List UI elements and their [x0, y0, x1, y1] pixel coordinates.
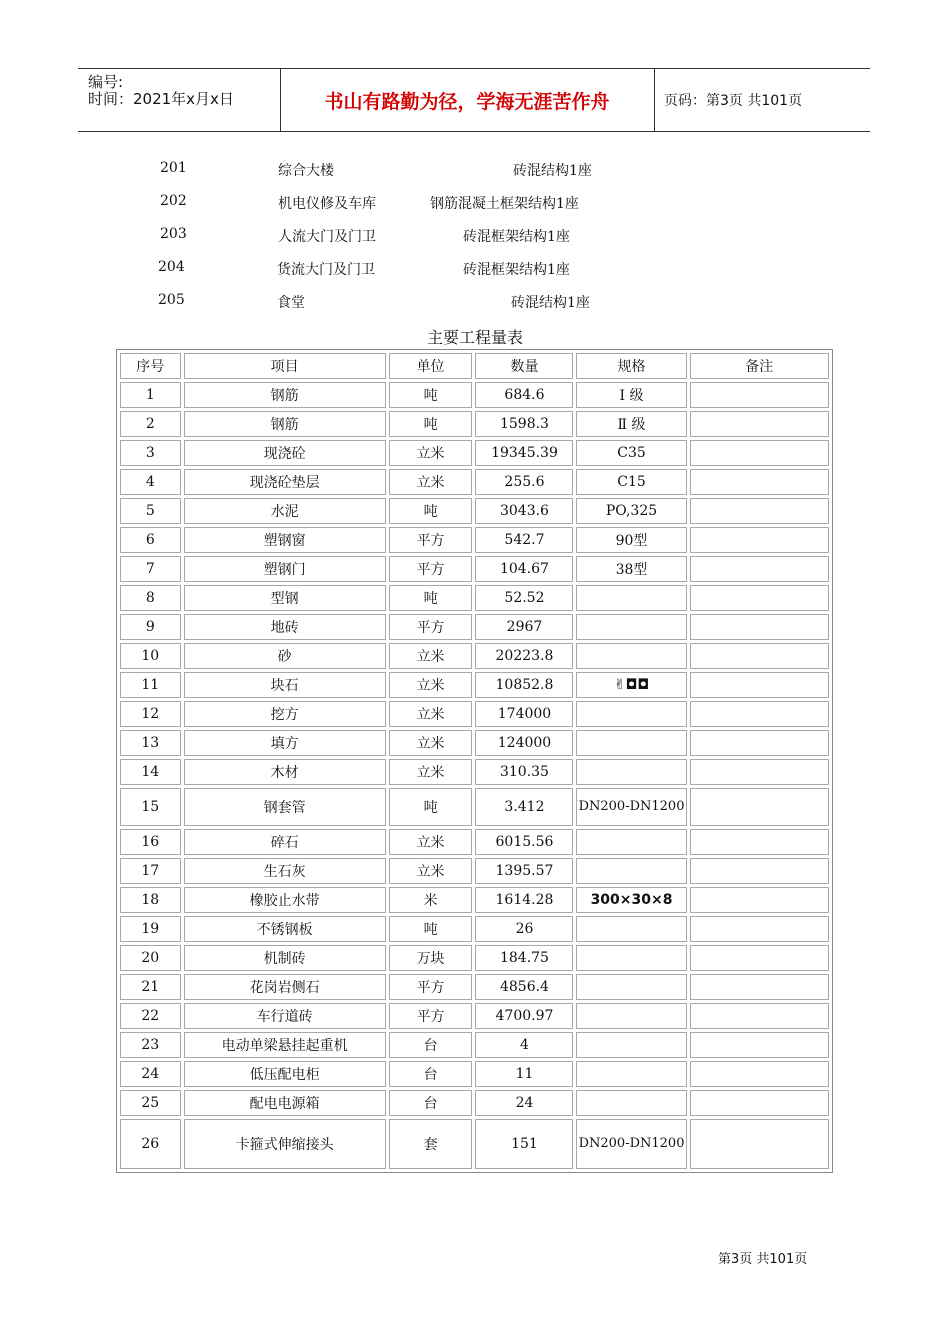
- table-row: [120, 1090, 829, 1116]
- table-cell: 16: [120, 829, 181, 855]
- table-cell: 花岗岩侧石: [184, 974, 386, 1000]
- table-cell: [690, 858, 829, 884]
- table-row: [120, 945, 829, 971]
- table-cell: [690, 1090, 829, 1116]
- table-cell: 钢套管: [184, 788, 386, 826]
- table-cell: [576, 858, 686, 884]
- table-cell: [576, 1061, 686, 1087]
- table-cell: 吨: [389, 382, 473, 408]
- table-row: [120, 440, 829, 466]
- table-title: 主要工程量表: [426, 328, 523, 347]
- table-cell: Ⅱ 级: [576, 411, 686, 437]
- table-cell: 万块: [389, 945, 473, 971]
- table-cell: 现浇砼: [184, 440, 386, 466]
- table-cell: 配电电源箱: [184, 1090, 386, 1116]
- table-cell: 电动单梁悬挂起重机: [184, 1032, 386, 1058]
- table-cell: 吨: [389, 585, 473, 611]
- table-row: [120, 1061, 829, 1087]
- table-cell: [690, 643, 829, 669]
- header-cell: 单位: [389, 353, 473, 379]
- table-cell: 26: [475, 916, 573, 942]
- building-name: 货流大门及门卫: [277, 262, 375, 278]
- table-cell: 地砖: [184, 614, 386, 640]
- table-cell: [690, 829, 829, 855]
- header-page-label: 页码：第3页 共101页: [664, 93, 803, 109]
- table-row: [120, 788, 829, 826]
- table-cell: 型钢: [184, 585, 386, 611]
- table-cell: [690, 585, 829, 611]
- table-cell: 184.75: [475, 945, 573, 971]
- table-cell: [576, 614, 686, 640]
- table-cell: [690, 672, 829, 698]
- building-no: 204: [158, 259, 185, 275]
- building-structure: 钢筋混凝土框架结构1座: [430, 196, 579, 212]
- table-cell: 6: [120, 527, 181, 553]
- table-cell: [576, 730, 686, 756]
- table-cell: 立米: [389, 440, 473, 466]
- building-name: 人流大门及门卫: [278, 229, 376, 245]
- table-cell: 11: [120, 672, 181, 698]
- building-name: 综合大楼: [278, 163, 334, 179]
- table-cell: 机制砖: [184, 945, 386, 971]
- table-cell: 24: [120, 1061, 181, 1087]
- table-cell: [690, 974, 829, 1000]
- table-cell: 20223.8: [475, 643, 573, 669]
- table-cell: DN200-DN1200: [576, 1119, 686, 1169]
- table-cell: Ⅰ 级: [576, 382, 686, 408]
- building-structure: 砖混结构1座: [513, 163, 592, 179]
- table-cell: 立米: [389, 672, 473, 698]
- table-cell: 12: [120, 701, 181, 727]
- table-cell: 木材: [184, 759, 386, 785]
- table-row: [120, 858, 829, 884]
- table-cell: 立米: [389, 759, 473, 785]
- table-cell: [576, 974, 686, 1000]
- serial-label: 编号:: [88, 73, 124, 91]
- table-cell: 1: [120, 382, 181, 408]
- table-cell: 11: [475, 1061, 573, 1087]
- header-cell: 序号: [120, 353, 181, 379]
- table-cell: 6015.56: [475, 829, 573, 855]
- table-cell: 310.35: [475, 759, 573, 785]
- table-cell: 18: [120, 887, 181, 913]
- table-row: [120, 1003, 829, 1029]
- table-cell: 平方: [389, 974, 473, 1000]
- table-cell: 151: [475, 1119, 573, 1169]
- table-cell: 挖方: [184, 701, 386, 727]
- table-cell: 吨: [389, 916, 473, 942]
- table-cell: 3: [120, 440, 181, 466]
- table-cell: 542.7: [475, 527, 573, 553]
- table-cell: 台: [389, 1032, 473, 1058]
- table-cell: 台: [389, 1090, 473, 1116]
- table-cell: [690, 440, 829, 466]
- table-cell: [576, 1090, 686, 1116]
- table-row: [120, 916, 829, 942]
- table-cell: [690, 527, 829, 553]
- table-cell: [690, 788, 829, 826]
- table-cell: [576, 829, 686, 855]
- table-row: [120, 469, 829, 495]
- table-cell: [576, 1032, 686, 1058]
- table-row: [120, 701, 829, 727]
- building-name: 机电仪修及车库: [278, 196, 376, 212]
- table-cell: [690, 916, 829, 942]
- quantity-table: [116, 349, 833, 1173]
- table-cell: 9: [120, 614, 181, 640]
- table-cell: 19345.39: [475, 440, 573, 466]
- table-cell: [576, 1003, 686, 1029]
- table-cell: 4: [120, 469, 181, 495]
- table-cell: 填方: [184, 730, 386, 756]
- table-cell: 4856.4: [475, 974, 573, 1000]
- table-cell: 26: [120, 1119, 181, 1169]
- table-cell: [576, 585, 686, 611]
- table-cell: [690, 556, 829, 582]
- header-cell: 规格: [576, 353, 686, 379]
- table-row: [120, 585, 829, 611]
- table-row: [120, 672, 829, 698]
- table-cell: 塑钢门: [184, 556, 386, 582]
- building-no: 202: [160, 193, 187, 209]
- table-cell: 吨: [389, 498, 473, 524]
- table-cell: 生石灰: [184, 858, 386, 884]
- table-cell: 8: [120, 585, 181, 611]
- table-cell: [690, 701, 829, 727]
- table-cell: 橡胶止水带: [184, 887, 386, 913]
- building-no: 205: [158, 292, 185, 308]
- table-cell: 立米: [389, 469, 473, 495]
- table-cell: [690, 614, 829, 640]
- table-cell: PO,325: [576, 498, 686, 524]
- table-cell: 卡箍式伸缩接头: [184, 1119, 386, 1169]
- header-cell: 项目: [184, 353, 386, 379]
- table-cell: 立米: [389, 829, 473, 855]
- building-structure: 砖混结构1座: [511, 295, 590, 311]
- table-cell: 现浇砼垫层: [184, 469, 386, 495]
- table-cell: [690, 759, 829, 785]
- table-cell: 吨: [389, 411, 473, 437]
- table-cell: 22: [120, 1003, 181, 1029]
- table-cell: 2: [120, 411, 181, 437]
- table-cell: 23: [120, 1032, 181, 1058]
- table-cell: 平方: [389, 527, 473, 553]
- footer-page-label: 第3页 共101页: [718, 1252, 808, 1267]
- table-cell: [690, 1003, 829, 1029]
- table-cell: [690, 730, 829, 756]
- table-cell: 立米: [389, 701, 473, 727]
- table-cell: 钢筋: [184, 382, 386, 408]
- header-cell: 备注: [690, 353, 829, 379]
- table-cell: 15: [120, 788, 181, 826]
- table-cell: [690, 382, 829, 408]
- table-cell: 低压配电柜: [184, 1061, 386, 1087]
- table-cell: 1614.28: [475, 887, 573, 913]
- table-cell: [576, 701, 686, 727]
- table-row: [120, 1032, 829, 1058]
- table-row: [120, 829, 829, 855]
- table-row: [120, 1119, 829, 1169]
- table-cell: 立米: [389, 730, 473, 756]
- table-cell: 砂: [184, 643, 386, 669]
- table-cell: 4: [475, 1032, 573, 1058]
- page-header: [78, 68, 870, 132]
- table-cell: 1395.57: [475, 858, 573, 884]
- table-cell: [690, 1032, 829, 1058]
- table-cell: 立米: [389, 858, 473, 884]
- table-cell: 平方: [389, 614, 473, 640]
- date-label: 时间：2021年x月x日: [88, 90, 234, 108]
- building-name: 食堂: [277, 295, 305, 311]
- header-cell: 数量: [475, 353, 573, 379]
- table-cell: 2967: [475, 614, 573, 640]
- table-cell: 5: [120, 498, 181, 524]
- table-cell: 水泥: [184, 498, 386, 524]
- table-cell: 21: [120, 974, 181, 1000]
- table-cell: 3.412: [475, 788, 573, 826]
- header-meta: [78, 69, 281, 131]
- table-cell: 24: [475, 1090, 573, 1116]
- table-cell: 块石: [184, 672, 386, 698]
- table-cell: [576, 916, 686, 942]
- header-motto: 书山有路勤为径，学海无涯苦作舟: [280, 69, 655, 131]
- table-cell: 平方: [389, 556, 473, 582]
- table-row: [120, 527, 829, 553]
- table-cell: 684.6: [475, 382, 573, 408]
- table-cell: C35: [576, 440, 686, 466]
- table-row: [120, 614, 829, 640]
- table-cell: 平方: [389, 1003, 473, 1029]
- table-row: [120, 974, 829, 1000]
- table-cell: 300×30×8: [576, 887, 686, 913]
- table-cell: 19: [120, 916, 181, 942]
- table-cell: 1598.3: [475, 411, 573, 437]
- table-row: [120, 730, 829, 756]
- table-cell: 13: [120, 730, 181, 756]
- table-cell: 3043.6: [475, 498, 573, 524]
- building-structure: 砖混框架结构1座: [463, 229, 570, 245]
- table-cell: 不锈钢板: [184, 916, 386, 942]
- building-no: 201: [160, 160, 187, 176]
- table-cell: 124000: [475, 730, 573, 756]
- table-cell: 52.52: [475, 585, 573, 611]
- table-row: [120, 643, 829, 669]
- table-cell: 7: [120, 556, 181, 582]
- table-cell: 10: [120, 643, 181, 669]
- table-cell: [576, 643, 686, 669]
- table-cell: 塑钢窗: [184, 527, 386, 553]
- table-cell: [576, 945, 686, 971]
- table-row: [120, 887, 829, 913]
- table-cell: 90型: [576, 527, 686, 553]
- table-cell: [690, 945, 829, 971]
- table-cell: 25: [120, 1090, 181, 1116]
- table-cell: 17: [120, 858, 181, 884]
- table-cell: 10852.8: [475, 672, 573, 698]
- table-row: [120, 411, 829, 437]
- table-cell: 立米: [389, 643, 473, 669]
- table-cell: 14: [120, 759, 181, 785]
- table-cell: 吨: [389, 788, 473, 826]
- table-cell: 米: [389, 887, 473, 913]
- table-row: [120, 759, 829, 785]
- table-cell: 20: [120, 945, 181, 971]
- table-cell: [690, 411, 829, 437]
- table-cell: 174000: [475, 701, 573, 727]
- table-cell: 104.67: [475, 556, 573, 582]
- table-row: [120, 556, 829, 582]
- table-cell: 碎石: [184, 829, 386, 855]
- table-cell: 255.6: [475, 469, 573, 495]
- table-cell: 4700.97: [475, 1003, 573, 1029]
- table-cell: ✌◘◘: [576, 672, 686, 698]
- building-no: 203: [160, 226, 187, 242]
- table-row: [120, 498, 829, 524]
- table-cell: 钢筋: [184, 411, 386, 437]
- table-cell: 台: [389, 1061, 473, 1087]
- table-cell: [690, 469, 829, 495]
- table-cell: [690, 887, 829, 913]
- table-cell: [690, 1061, 829, 1087]
- table-cell: [576, 759, 686, 785]
- table-row: [120, 382, 829, 408]
- table-cell: 车行道砖: [184, 1003, 386, 1029]
- table-cell: [690, 1119, 829, 1169]
- table-cell: DN200-DN1200: [576, 788, 686, 826]
- table-header-row: [120, 353, 829, 379]
- table-cell: C15: [576, 469, 686, 495]
- table-cell: [690, 498, 829, 524]
- building-structure: 砖混框架结构1座: [463, 262, 570, 278]
- table-cell: 套: [389, 1119, 473, 1169]
- table-cell: 38型: [576, 556, 686, 582]
